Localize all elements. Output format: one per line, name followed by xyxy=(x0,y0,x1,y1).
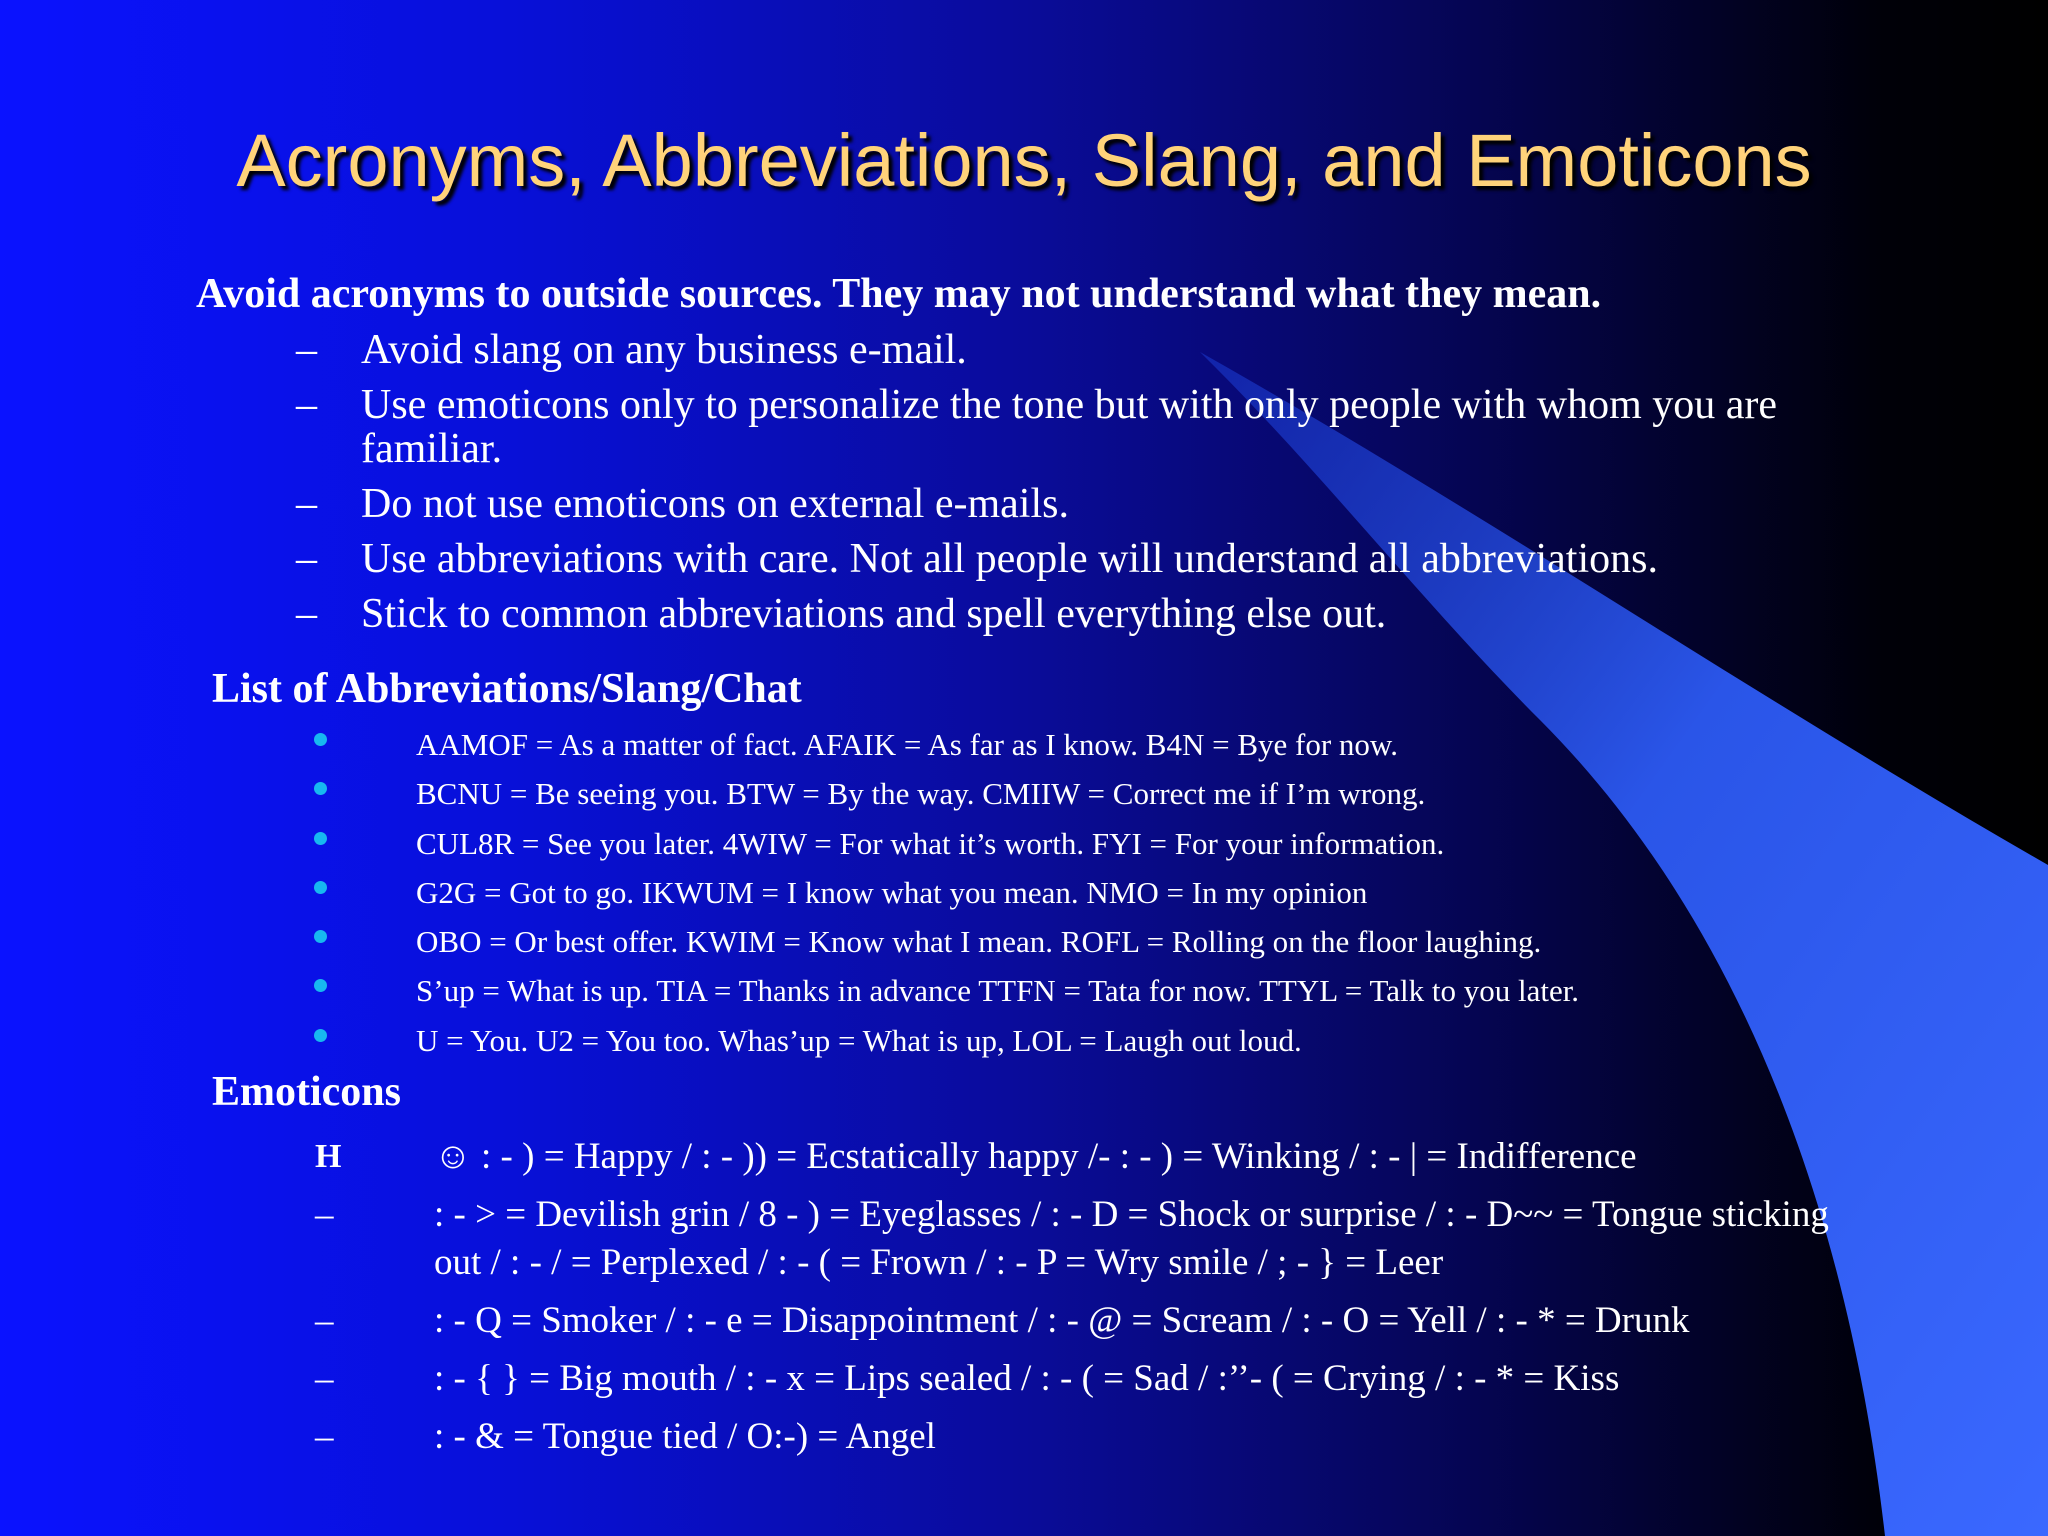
list-item-text: Do not use emoticons on external e-mails. xyxy=(361,481,1069,527)
abbreviation-text: U = You. U2 = You too. Whas’up = What is up, LOL = Laugh out loud. xyxy=(416,1022,1302,1058)
dash-marker: – xyxy=(315,1300,334,1341)
abbreviation-text: S’up = What is up. TIA = Thanks in advance TTFN = Tata for now. TTYL = Talk to you later. xyxy=(416,973,1580,1009)
bullet-dot-icon xyxy=(314,782,327,795)
list-item xyxy=(312,728,1579,777)
dash-marker: – xyxy=(296,591,317,637)
bullet-dot-icon xyxy=(314,832,327,845)
emoticons-heading: Emoticons xyxy=(212,1069,401,1115)
lead-statement: Avoid acronyms to outside sources. They may not understand what they mean. xyxy=(196,271,1602,317)
emoticon-text: : - > = Devilish grin / 8 - ) = Eyeglasses / : - D = Shock or surprise / : - D~~ = Tongue sticking out / : - / = Perplexed / : - ( = Frown / : - P = Wry smile / ; - } = Leer xyxy=(434,1194,1829,1283)
bullet-dot-icon xyxy=(314,979,327,992)
emoticon-text: ☺ : - ) = Happy / : - )) = Ecstatically happy /- : - ) = Winking / : - | = Indifference xyxy=(434,1136,1637,1177)
list-item-text: Stick to common abbreviations and spell everything else out. xyxy=(361,591,1387,637)
list-item xyxy=(312,876,1579,925)
dash-marker: – xyxy=(296,327,317,373)
list-item xyxy=(312,1355,1852,1403)
list-item-text: Avoid slang on any business e-mail. xyxy=(361,327,967,373)
list-item-text: Use emoticons only to personalize the tone but with only people with whom you are familiar. xyxy=(361,382,1778,472)
list-item xyxy=(312,1133,1852,1181)
emoticon-marker: H xyxy=(315,1138,342,1175)
dash-marker: – xyxy=(315,1194,334,1235)
abbreviations-list xyxy=(312,728,1579,1073)
emoticon-text: : - { } = Big mouth / : - x = Lips sealed / : - ( = Sad / :’’- ( = Crying / : - * = Kiss xyxy=(434,1358,1620,1399)
bullet-dot-icon xyxy=(314,1029,327,1042)
list-item xyxy=(296,328,1856,372)
list-item xyxy=(296,537,1856,581)
list-item xyxy=(312,1191,1852,1287)
dash-marker: – xyxy=(296,481,317,527)
dash-marker: – xyxy=(296,382,317,428)
list-item xyxy=(296,482,1856,526)
guideline-list xyxy=(296,328,1856,647)
dash-marker: – xyxy=(315,1416,334,1457)
dash-marker: – xyxy=(296,536,317,582)
emoticons-list xyxy=(312,1133,1852,1471)
bullet-dot-icon xyxy=(314,881,327,894)
list-item xyxy=(312,1297,1852,1345)
list-item xyxy=(312,1413,1852,1461)
slide-title: Acronyms, Abbreviations, Slang, and Emoticons xyxy=(236,119,1812,202)
abbreviation-text: BCNU = Be seeing you. BTW = By the way. CMIIW = Correct me if I’m wrong. xyxy=(416,776,1426,812)
list-item xyxy=(312,974,1579,1023)
list-item xyxy=(312,827,1579,876)
list-item xyxy=(296,592,1856,636)
bullet-dot-icon xyxy=(314,930,327,943)
bullet-dot-icon xyxy=(314,733,327,746)
abbreviations-heading: List of Abbreviations/Slang/Chat xyxy=(212,666,802,712)
emoticon-text: : - & = Tongue tied / O:-) = Angel xyxy=(434,1416,936,1457)
emoticon-text: : - Q = Smoker / : - e = Disappointment / : - @ = Scream / : - O = Yell / : - * = Drunk xyxy=(434,1300,1690,1341)
list-item xyxy=(312,777,1579,826)
abbreviation-text: AAMOF = As a matter of fact. AFAIK = As far as I know. B4N = Bye for now. xyxy=(416,727,1399,762)
list-item xyxy=(312,925,1579,974)
list-item xyxy=(296,383,1856,471)
list-item xyxy=(312,1024,1579,1073)
dash-marker: – xyxy=(315,1358,334,1399)
abbreviation-text: G2G = Got to go. IKWUM = I know what you mean. NMO = In my opinion xyxy=(416,874,1368,910)
abbreviation-text: OBO = Or best offer. KWIM = Know what I mean. ROFL = Rolling on the floor laughing. xyxy=(416,924,1542,960)
list-item-text: Use abbreviations with care. Not all people will understand all abbreviations. xyxy=(361,536,1658,582)
abbreviation-text: CUL8R = See you later. 4WIW = For what it’s worth. FYI = For your information. xyxy=(416,825,1445,861)
